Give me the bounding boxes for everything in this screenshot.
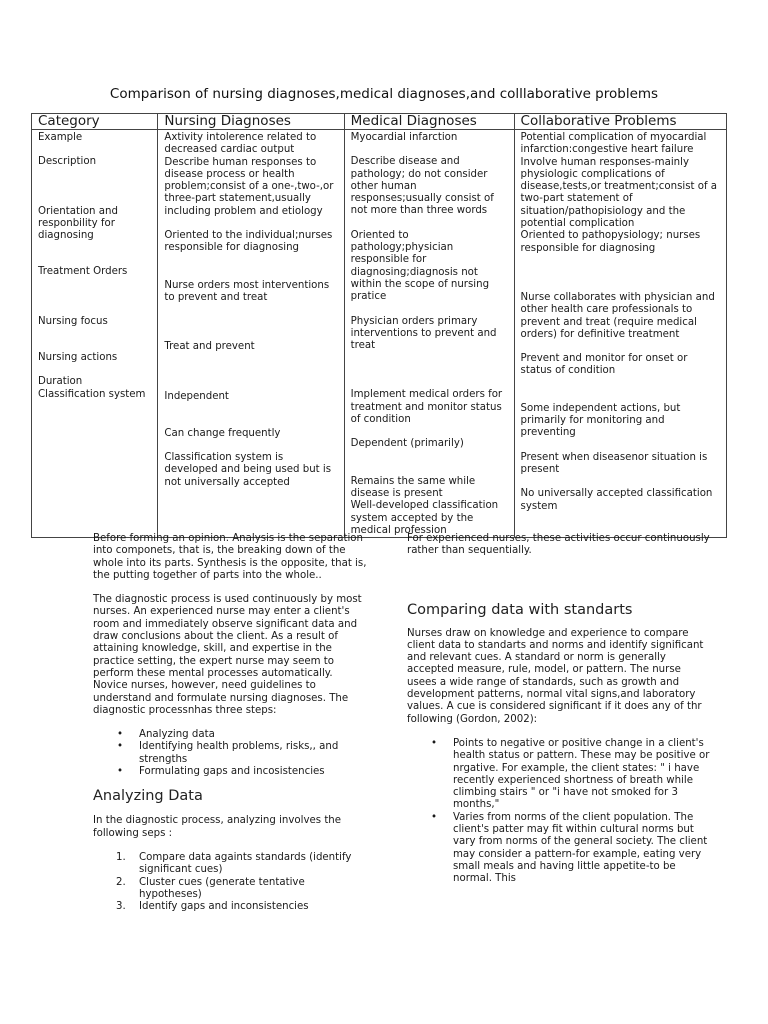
medical-column	[344, 130, 514, 538]
diagnostic-process-paragraph: The diagnostic process is used continuously by most nurses. An experienced nurse may enter a client's room and immediately observe significant data and draw conclusions about the client. As a result of attaining knowledge, skill, and expertise in the practice setting, the expert nurse may seem to perform these mental processes automatically. Novice nurses, however, need guidelines to understand and formulate nursing diagnoses. The diagnostic processnhas three steps:	[93, 594, 362, 716]
section-heading-analyzing-data: Analyzing Data	[93, 788, 203, 805]
right-text-column	[407, 533, 712, 886]
nursing-cell: Treat and prevent	[164, 341, 255, 353]
analyzing-intro-paragraph: In the diagnostic process, analyzing involves the following seps :	[93, 815, 342, 839]
comparison-table	[31, 113, 727, 538]
medical-cell: Well-developed classification system accepted by the medical profession	[350, 500, 499, 536]
list-item	[93, 877, 368, 902]
step-text: Cluster cues (generate tentative hypotheses)	[139, 876, 305, 900]
collaborative-cell: Prevent and monitor for onset or status of condition	[520, 353, 688, 377]
category-cell: Classification system	[38, 388, 146, 400]
collaborative-cell: Involve human responses-mainly physiologic complications of disease,tests,or treatment;consist of a two-part statement of situation/pathopisiology and the potential complication	[520, 156, 718, 230]
section-heading-comparing-data: Comparing data with standarts	[407, 601, 633, 618]
nursing-cell: Oriented to the individual;nurses responsible for diagnosing	[164, 230, 333, 254]
nursing-cell: Classification system is developed and being used but is not universally accepted	[164, 452, 332, 488]
nursing-cell: Nurse orders most interventions to prevent and treat	[164, 279, 330, 303]
category-cell: Example	[38, 132, 83, 143]
medical-cell: Oriented to pathology;physician responsible for diagnosing;diagnosis not within the scope of nursing pratice	[350, 229, 490, 303]
category-cell: Duration	[38, 376, 83, 388]
collaborative-cell: Some independent actions, but primarily for monitoring and preventing	[520, 402, 681, 439]
category-cell: Nursing actions	[38, 352, 118, 364]
left-text-column	[93, 533, 368, 913]
header-nursing-diagnoses: Nursing Diagnoses	[158, 114, 344, 130]
document-title: Comparison of nursing diagnoses,medical diagnoses,and colllaborative problems	[109, 86, 659, 102]
list-item: • Formulating gaps and incosistencies	[93, 766, 368, 778]
collaborative-cell: Nurse collaborates with physician and other health care professionals to prevent and treat (require medical orders) for definitive treatment	[520, 291, 715, 340]
collaborative-cell: Oriented to pathopysiology; nurses responsible for diagnosing	[520, 230, 701, 254]
category-column	[32, 130, 158, 538]
list-item	[93, 901, 368, 913]
nursing-cell: Independent	[164, 390, 229, 402]
medical-cell: Remains the same while disease is present	[350, 475, 476, 499]
standards-paragraph: Nurses draw on knowledge and experience to compare client data to standarts and norms and identify significant and relevant cues. A standard or norm is generally accepted measure, rule, model, or pattern. The nurse usees a wide range of standards, such as growth and development patterns, normal vital signs,and laboratory values. A cue is considered significant if it does any of thr following (Gordon, 2002):	[407, 627, 704, 725]
list-item: • Identifying health problems, risks,, and strengths	[93, 741, 368, 766]
category-cell: Description	[38, 156, 97, 168]
header-medical-diagnoses: Medical Diagnoses	[344, 114, 514, 130]
nursing-cell: Can change frequently	[164, 427, 281, 439]
collaborative-cell: Present when diseasenor situation is present	[520, 451, 708, 475]
step-text: Identify gaps and inconsistencies	[139, 901, 309, 913]
header-collaborative-problems: Collaborative Problems	[514, 114, 726, 130]
collaborative-cell: Potential complication of myocardial infarction:congestive heart failure	[520, 132, 707, 156]
nursing-cell: Axtivity intolerence related to decreased cardiac output	[164, 132, 317, 156]
nursing-column	[158, 130, 344, 538]
list-item: • Points to negative or positive change in a client's health status or pattern. These may be positive or nrgative. For example, the client states: " i have recently experienced shortness of breath while climbing stairs " or "i have not smoked for 3 months,"	[407, 738, 712, 812]
step-number: 1.	[116, 851, 126, 863]
list-item: • Analyzing data	[93, 729, 368, 741]
step-number: 2.	[116, 876, 126, 888]
significant-cue-list	[407, 738, 712, 886]
step-number: 3.	[116, 901, 126, 913]
collaborative-column	[514, 130, 726, 538]
nursing-cell: Describe human responses to disease process or health problem;consist of a one-,two-,or three-part statement,usually including problem and etiology	[164, 156, 334, 217]
medical-cell: Implement medical orders for treatment and monitor status of condition	[350, 389, 503, 426]
list-item: • Varies from norms of the client population. The client's patter may fit within cultural norms but vary from norms of the general society. The client may consider a pattern-for example, eating very small meals and having little appetite-to be normal. This	[407, 812, 712, 886]
category-cell: Treatment Orders	[38, 266, 128, 278]
medical-cell: Myocardial infarction	[350, 132, 458, 143]
analysis-paragraph: Before forming an opinion. Analysis is the separation into componets, that is, the breaking down of the whole into its parts. Synthesis is the opposite, that is, the putting together of parts into the whole..	[93, 533, 367, 581]
header-category: Category	[32, 114, 158, 130]
category-cell: Nursing focus	[38, 315, 108, 327]
list-item	[93, 852, 368, 877]
experienced-nurses-paragraph: For experienced nurses, these activities occur continuously rather than sequentially.	[407, 533, 710, 557]
table-header-row	[32, 114, 727, 130]
diagnostic-steps-list	[93, 729, 368, 778]
category-cell: Orientation and responbility for diagnosing	[38, 205, 118, 242]
table-row	[32, 130, 727, 538]
medical-cell: Describe disease and pathology; do not consider other human responses;usually consist of not more than three words	[350, 156, 494, 217]
collaborative-cell: No universally accepted classification system	[520, 488, 713, 512]
medical-cell: Dependent (primarily)	[350, 438, 464, 450]
analyzing-steps-list	[93, 852, 368, 913]
medical-cell: Physician orders primary interventions to prevent and treat	[350, 315, 497, 352]
step-text: Compare data againts standards (identify significant cues)	[139, 851, 352, 876]
